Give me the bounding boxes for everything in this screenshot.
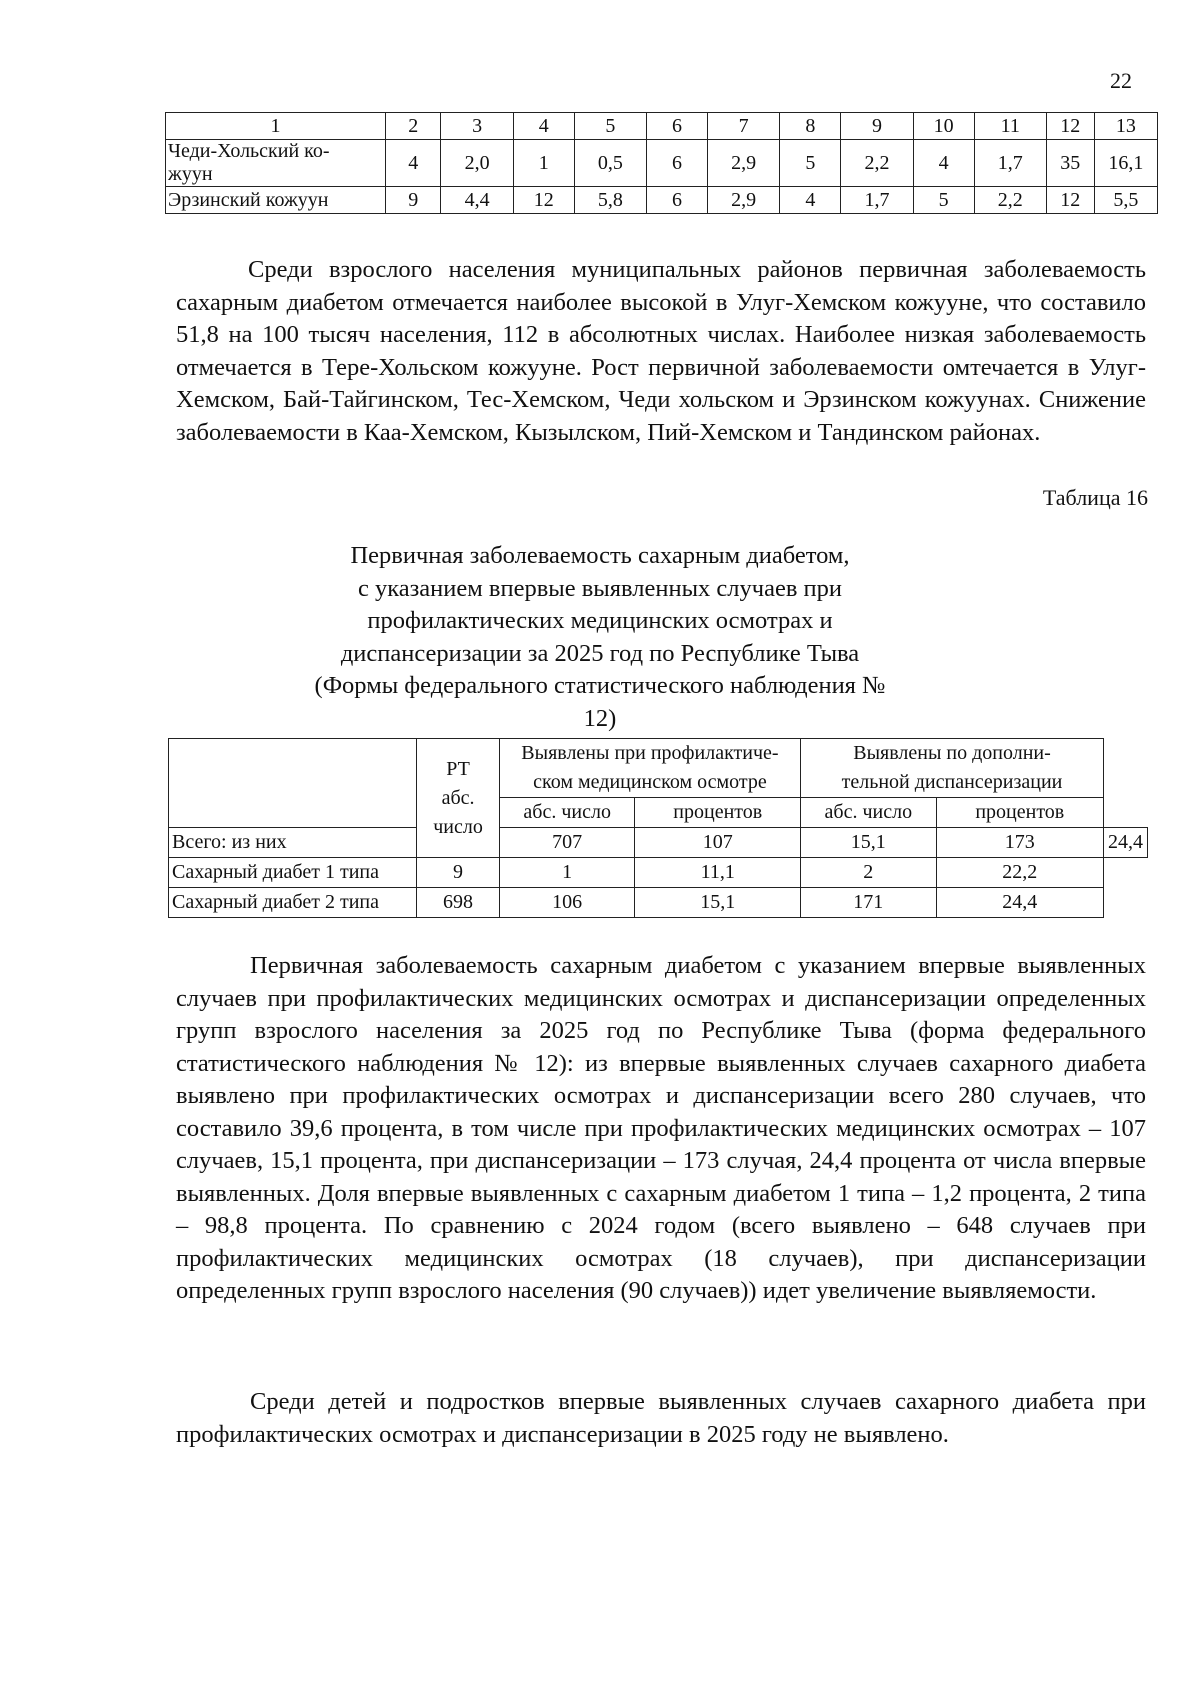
paragraph-children: Среди детей и подростков впервые выявленных случаев сахарного диабета при профилактических осмотрах и диспансеризации в 2025 году не выявлено. — [176, 1388, 1146, 1448]
header-disp-line: тельной диспансеризации — [841, 771, 1063, 793]
table-cell: 6 — [646, 187, 707, 214]
table-cell: 2,2 — [974, 187, 1046, 214]
table-cell: 24,4 — [1104, 828, 1148, 858]
header-cell: 3 — [441, 113, 513, 140]
row-label: Всего: из них — [169, 828, 417, 858]
table-cell: 5,8 — [574, 187, 646, 214]
table-cell: 2,2 — [841, 140, 913, 187]
table-cell: 9 — [417, 858, 500, 888]
table-cell: 1,7 — [841, 187, 913, 214]
table-cell: 1 — [513, 140, 574, 187]
header-rt-line: число — [433, 815, 483, 838]
header-cell: 4 — [513, 113, 574, 140]
table-cell: 2,9 — [708, 140, 780, 187]
page-number: 22 — [1110, 68, 1132, 93]
subheader-cell: процентов — [936, 798, 1103, 828]
table-cell: 4,4 — [441, 187, 513, 214]
table-cell: 15,1 — [635, 888, 801, 918]
table-title-line: диспансеризации за 2025 год по Республике Тыва — [340, 639, 860, 667]
table-header-row — [166, 113, 1158, 140]
table-cell: 16,1 — [1094, 140, 1157, 187]
subheader-cell: процентов — [635, 798, 801, 828]
table-row — [166, 140, 1158, 187]
header-cell: 11 — [974, 113, 1046, 140]
row-name-line2: жуун — [168, 163, 213, 185]
table-cell: 173 — [936, 828, 1103, 858]
header-rt-cell — [417, 739, 500, 858]
header-prof-line: ском медицинском осмотре — [533, 771, 767, 793]
table-cell: 35 — [1046, 140, 1094, 187]
table-cell: 5 — [913, 187, 974, 214]
header-prof-line: Выявлены при профилактиче- — [521, 742, 779, 764]
table-row — [169, 828, 1148, 858]
header-cell: 8 — [780, 113, 841, 140]
header-cell: 12 — [1046, 113, 1094, 140]
header-cell: 10 — [913, 113, 974, 140]
table-cell: 2,0 — [441, 140, 513, 187]
table-header-row — [169, 739, 1148, 798]
table-cell: 2 — [801, 858, 937, 888]
table-cell: 106 — [499, 888, 635, 918]
table-cell: 707 — [499, 828, 635, 858]
table-cell: 24,4 — [936, 888, 1103, 918]
row-label: Сахарный диабет 2 типа — [169, 888, 417, 918]
table-cell: 5,5 — [1094, 187, 1157, 214]
table-cell: 2,9 — [708, 187, 780, 214]
table-label: Таблица 16 — [1042, 485, 1148, 510]
table-cell: 6 — [646, 140, 707, 187]
table-cell: 0,5 — [574, 140, 646, 187]
table-cell: 22,2 — [936, 858, 1103, 888]
header-cell: 2 — [385, 113, 441, 140]
table-cell: 171 — [801, 888, 937, 918]
subheader-cell: абс. число — [499, 798, 635, 828]
header-cell: 9 — [841, 113, 913, 140]
table-16 — [168, 738, 1148, 918]
header-empty-cell — [169, 739, 417, 828]
table-title-line: профилактических медицинских осмотрах и — [367, 607, 833, 634]
table-cell: 9 — [385, 187, 441, 214]
paragraph-regional-incidence: Среди взрослого населения муниципальных районов первичная заболеваемость сахарным диабетом отмечается наиболее высокой в Улуг-Хемском кожууне, что составило 51,8 на 100 тысяч населения, 112 в абсолютных числах. Наиболее низкая заболеваемость отмечается в Тере-Хольском кожууне. Рост первичной заболеваемости омтечается в Улуг-Хемском, Бай-Тайгинском, Тес-Хемском, Чеди хольском и Эрзинском кожуунах. Снижение заболеваемости в Каа-Хемском, Кызылском, Пий-Хемском и Тандинском районах. — [176, 256, 1146, 446]
continued-table — [165, 112, 1158, 214]
subheader-cell: абс. число — [801, 798, 937, 828]
table-cell: 12 — [513, 187, 574, 214]
table-cell: 15,1 — [801, 828, 937, 858]
table-title — [300, 540, 900, 735]
row-name-line1: Чеди-Хольский ко- — [168, 140, 330, 162]
table-cell: 5 — [780, 140, 841, 187]
row-name-cell: Эрзинский кожуун — [166, 187, 386, 214]
header-disp-group — [801, 739, 1104, 798]
table-cell: 4 — [780, 187, 841, 214]
header-cell: 7 — [708, 113, 780, 140]
table-cell: 12 — [1046, 187, 1094, 214]
header-rt-line: абс. — [441, 786, 475, 809]
table-title-line: с указанием впервые выявленных случаев при — [357, 574, 843, 602]
header-rt-line: РТ — [446, 757, 470, 780]
table-cell: 1,7 — [974, 140, 1046, 187]
header-cell: 1 — [166, 113, 386, 140]
row-label: Сахарный диабет 1 типа — [169, 858, 417, 888]
header-cell: 5 — [574, 113, 646, 140]
table-cell: 11,1 — [635, 858, 801, 888]
header-disp-line: Выявлены по дополни- — [853, 742, 1051, 764]
table-cell: 698 — [417, 888, 500, 918]
table-cell: 4 — [913, 140, 974, 187]
row-name-cell — [166, 140, 386, 187]
table-row — [169, 888, 1148, 918]
table-title-line: Первичная заболеваемость сахарным диабетом, — [350, 542, 850, 569]
header-prof-group — [499, 739, 800, 798]
table-row — [166, 187, 1158, 214]
table-cell: 1 — [499, 858, 635, 888]
header-cell: 6 — [646, 113, 707, 140]
header-cell: 13 — [1094, 113, 1157, 140]
table-row — [169, 858, 1148, 888]
paragraph-screening-summary: Первичная заболеваемость сахарным диабетом с указанием впервые выявленных случаев при профилактических медицинских осмотрах и диспансеризации определенных групп взрослого населения за 2025 год по Республике Тыва (форма федерального статистического наблюдения № 12): из впервые выявленных случаев сахарного диабета выявлено при профилактических осмотрах и диспансеризации всего 280 случаев, что составило 39,6 процента, в том числе при профилактических медицинских осмотрах – 107 случаев, 15,1 процента, при диспансеризации – 173 случая, 24,4 процента от числа впервые выявленных. Доля впервые выявленных с сахарным диабетом 1 типа – 1,2 процента, 2 типа – 98,8 процента. По сравнению с 2024 годом (всего выявлено – 648 случаев при профилактических медицинских осмотрах (18 случаев), при диспансеризации определенных групп взрослого населения (90 случаев)) идет увеличение выявляемости. — [176, 952, 1146, 1304]
table-cell: 107 — [635, 828, 801, 858]
table-cell: 4 — [385, 140, 441, 187]
table-title-line: (Формы федерального статистического наблюдения № 12) — [314, 672, 886, 732]
